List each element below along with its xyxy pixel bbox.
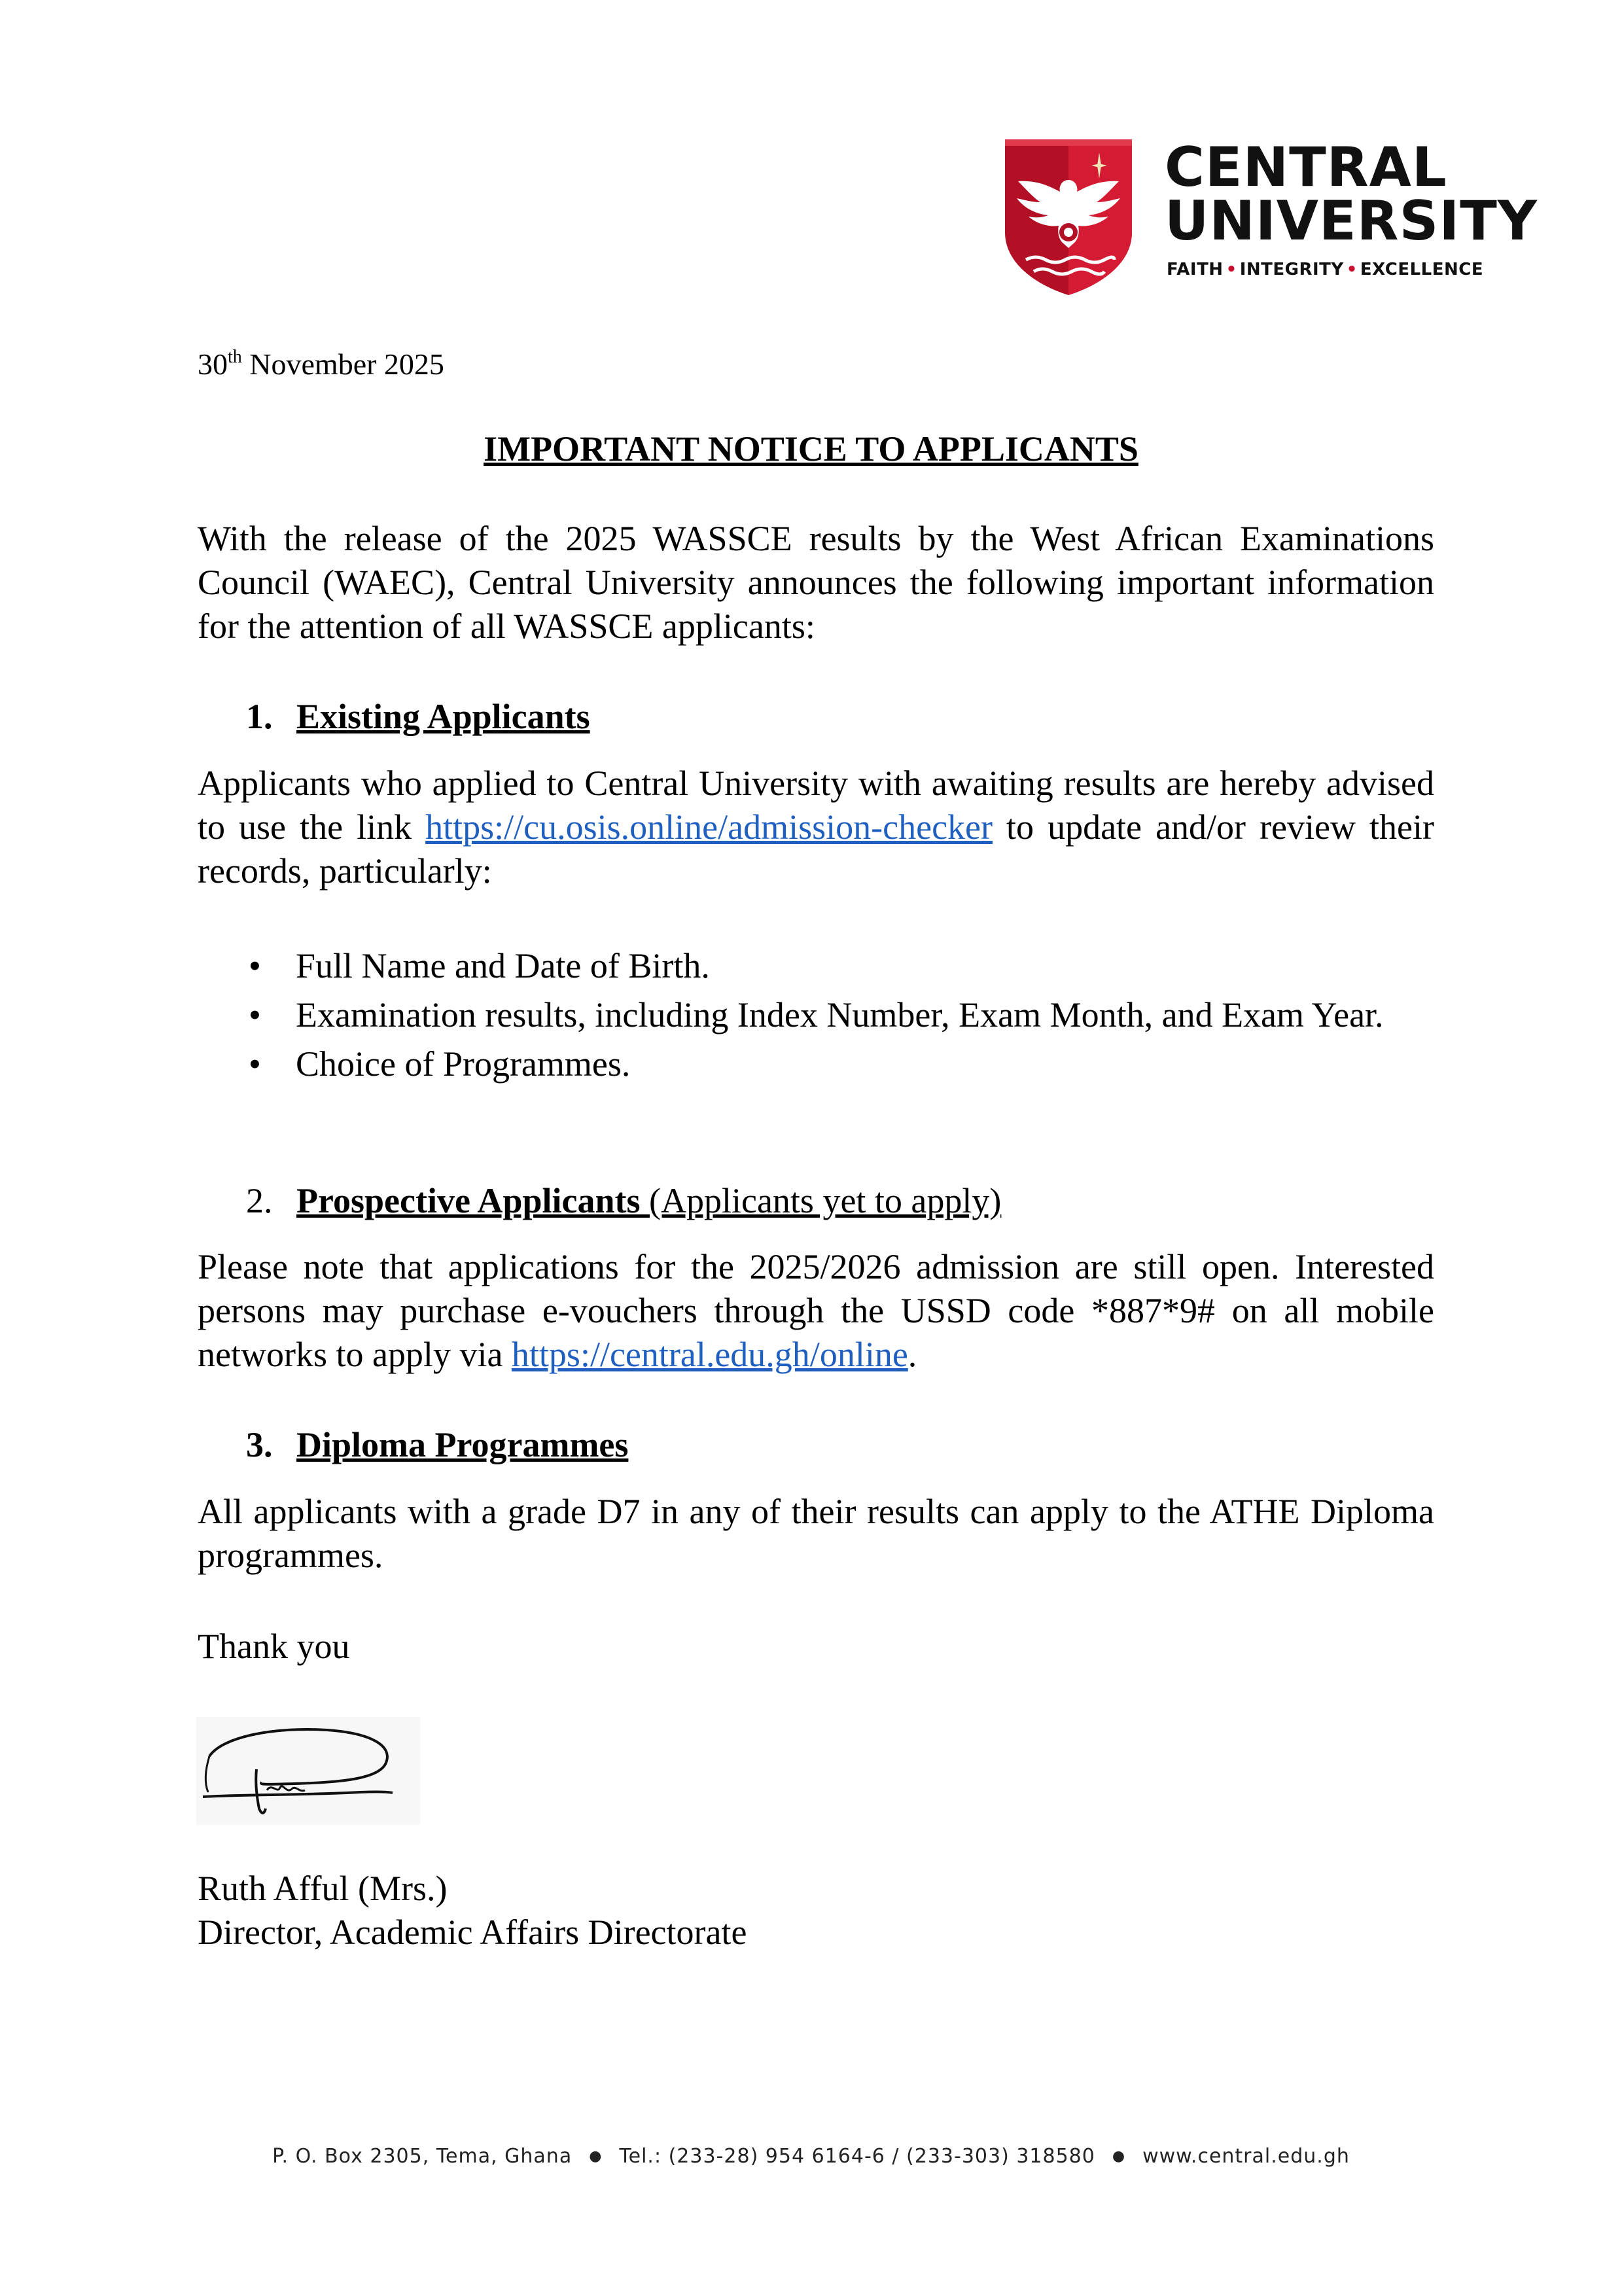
section-title: Existing Applicants	[296, 697, 590, 736]
date-day: 30	[198, 347, 228, 381]
footer-address: P. O. Box 2305, Tema, Ghana	[272, 2145, 573, 2168]
signer-name: Ruth Afful (Mrs.)	[198, 1869, 448, 1908]
section-number: 2.	[246, 1181, 273, 1220]
list-item	[198, 1040, 1434, 1088]
date-suffix: th	[228, 347, 242, 367]
section-3-heading	[246, 1423, 628, 1467]
bullet-icon: •	[249, 1044, 261, 1084]
footer-phone: Tel.: (233-28) 954 6164-6 / (233-303) 318580	[619, 2145, 1095, 2168]
footer-website: www.central.edu.gh	[1142, 2145, 1350, 2168]
university-name-line1: CENTRAL	[1165, 135, 1447, 199]
motto-word: FAITH	[1167, 260, 1224, 279]
list-item-text: Full Name and Date of Birth.	[296, 946, 710, 985]
section-2-heading	[246, 1179, 1001, 1223]
section-title: Prospective Applicants	[296, 1181, 641, 1220]
list-item	[198, 991, 1434, 1039]
section-number: 3.	[246, 1425, 273, 1464]
bullet-icon: •	[249, 995, 261, 1034]
records-bullet-list	[198, 942, 1434, 1089]
paragraph-text: to update and/or review their records, particularly:	[198, 807, 1434, 891]
date-rest: November 2025	[241, 347, 444, 381]
university-motto	[1167, 260, 1483, 279]
section-2-paragraph	[198, 1245, 1434, 1377]
section-3-paragraph: All applicants with a grade D7 in any of their results can apply to the ATHE Diploma programmes.	[198, 1492, 1434, 1575]
section-1-paragraph	[198, 762, 1434, 893]
paragraph-text: .	[908, 1335, 917, 1374]
notice-title: IMPORTANT NOTICE TO APPLICANTS	[484, 429, 1138, 468]
shield-eagle-icon	[1000, 134, 1137, 296]
page-footer	[0, 2145, 1622, 2168]
bullet-icon: •	[249, 946, 261, 985]
signature-scribble	[196, 1717, 420, 1825]
section-1-heading	[246, 695, 590, 739]
admission-checker-link[interactable]: https://cu.osis.online/admission-checker	[425, 807, 993, 847]
list-item-text: Examination results, including Index Number, Exam Month, and Exam Year.	[296, 995, 1384, 1034]
paragraph-text: Applicants who applied to Central University with awaiting results are hereby advised to use the link	[198, 764, 1434, 847]
section-title: Diploma Programmes	[296, 1425, 629, 1464]
university-logo	[1000, 134, 1538, 298]
university-name-line2: UNIVERSITY	[1165, 189, 1538, 253]
footer-separator: ●	[589, 2148, 603, 2164]
letter-date	[198, 347, 444, 381]
footer-separator: ●	[1112, 2148, 1126, 2164]
signature	[196, 1717, 420, 1825]
online-application-link[interactable]: https://central.edu.gh/online	[511, 1335, 908, 1374]
university-name	[1165, 135, 1538, 253]
signer-title: Director, Academic Affairs Directorate	[198, 1913, 747, 1952]
closing-text: Thank you	[198, 1627, 350, 1666]
motto-word: EXCELLENCE	[1360, 260, 1484, 279]
section-title-suffix: (Applicants yet to apply)	[640, 1181, 1002, 1220]
paragraph-text: Please note that applications for the 2025/2026 admission are still open. Interested persons may purchase e-vouchers through the USSD code *887*9# on all mobile networks to apply via	[198, 1247, 1434, 1374]
motto-separator: •	[1225, 260, 1237, 279]
list-item	[198, 942, 1434, 990]
motto-separator: •	[1346, 260, 1358, 279]
motto-word: INTEGRITY	[1239, 260, 1344, 279]
intro-paragraph: With the release of the 2025 WASSCE results by the West African Examinations Council (WAEC), Central University announces the following important information for the attention of all WASSCE applicants:	[198, 519, 1434, 646]
list-item-text: Choice of Programmes.	[296, 1044, 631, 1084]
section-number: 1.	[246, 697, 273, 736]
